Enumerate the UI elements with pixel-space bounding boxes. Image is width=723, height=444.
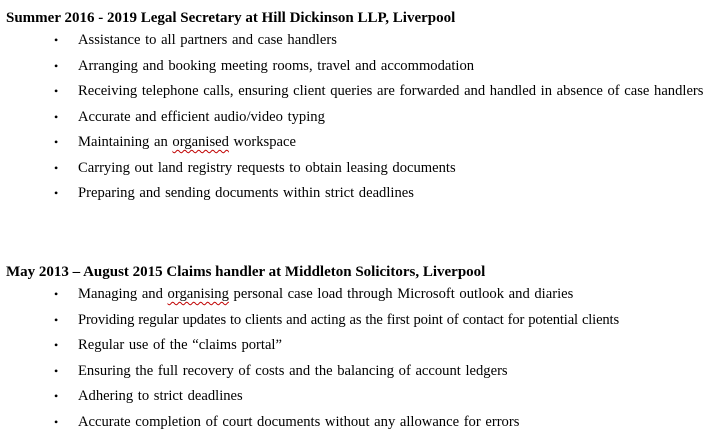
- bullet-icon: •: [54, 109, 59, 124]
- duties-list: [0, 282, 723, 435]
- list-item: • Maintaining an organised workspace: [0, 130, 723, 156]
- bullet-icon: •: [54, 312, 59, 327]
- bullet-icon: •: [54, 58, 59, 73]
- list-item: • Adhering to strict deadlines: [0, 384, 723, 410]
- section-heading: May 2013 – August 2015 Claims handler at Middleton Solicitors, Liverpool: [6, 264, 486, 280]
- bullet-icon: •: [54, 160, 59, 175]
- bullet-icon: •: [54, 135, 59, 149]
- bullet-icon: •: [54, 389, 59, 403]
- list-item: • Arranging and booking meeting rooms, travel and accommodation: [0, 54, 723, 80]
- duties-list: [0, 28, 723, 207]
- bullet-icon: •: [54, 186, 59, 200]
- list-item: • Carrying out land registry requests to obtain leasing documents: [0, 156, 723, 182]
- experience-section-middleton: [0, 262, 723, 435]
- bullet-icon: •: [54, 414, 59, 429]
- list-item: • Assistance to all partners and case handlers: [0, 28, 723, 54]
- list-item: • Regular use of the “claims portal”: [0, 333, 723, 359]
- list-item: • Managing and organising personal case load through Microsoft outlook and diaries: [0, 282, 723, 308]
- experience-section-hill-dickinson: [0, 8, 723, 207]
- bullet-icon: •: [54, 287, 59, 301]
- list-item: • Accurate completion of court documents without any allowance for errors: [0, 410, 723, 436]
- list-item: • Accurate and efficient audio/video typing: [0, 105, 723, 131]
- list-item: • Ensuring the full recovery of costs and the balancing of account ledgers: [0, 359, 723, 385]
- list-item: • Providing regular updates to clients and acting as the first point of contact for potential clients: [0, 308, 723, 334]
- list-item: • Preparing and sending documents within strict deadlines: [0, 181, 723, 207]
- bullet-icon: •: [54, 33, 59, 47]
- bullet-icon: •: [54, 84, 59, 98]
- spellcheck-word[interactable]: organised: [172, 134, 229, 150]
- spellcheck-word[interactable]: organising: [167, 286, 229, 302]
- list-item: • Receiving telephone calls, ensuring client queries are forwarded and handled in absence of case handlers: [0, 79, 723, 105]
- bullet-icon: •: [54, 363, 59, 378]
- bullet-icon: •: [54, 338, 59, 352]
- section-heading: Summer 2016 - 2019 Legal Secretary at Hill Dickinson LLP, Liverpool: [6, 10, 456, 26]
